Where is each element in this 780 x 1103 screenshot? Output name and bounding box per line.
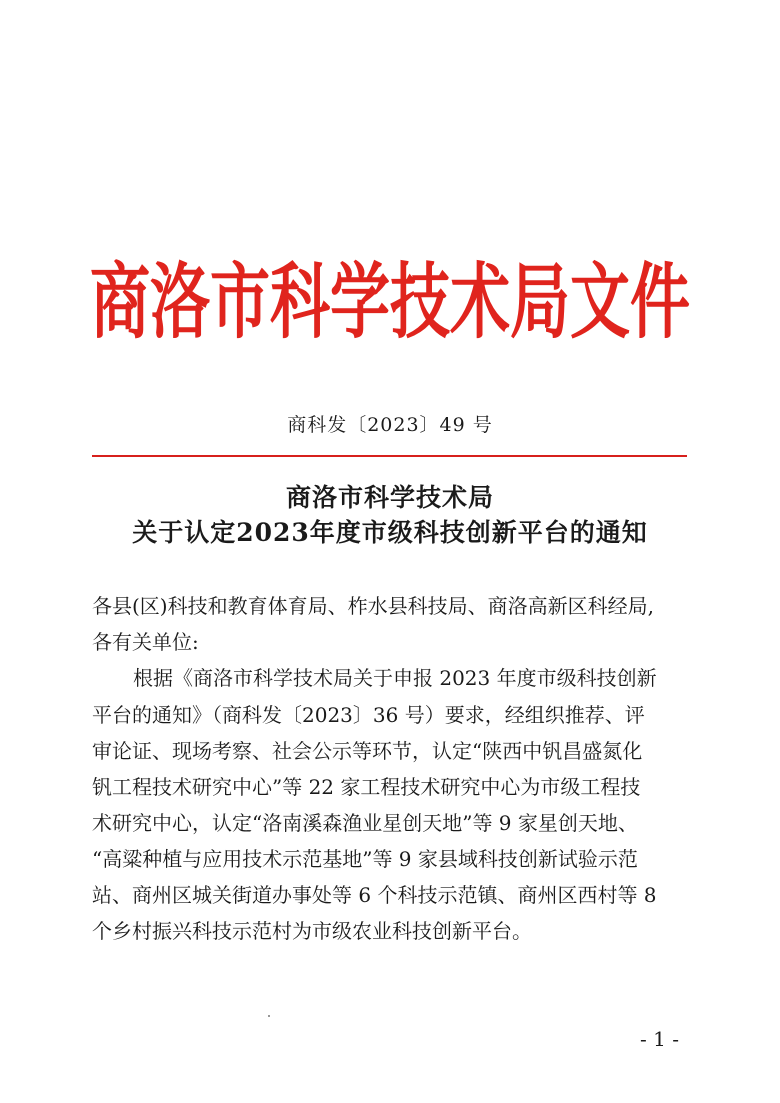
- addressee-line1: 各县(区)科技和教育体育局、柞水县科技局、商洛高新区科经局,: [92, 594, 654, 618]
- body-line: 术研究中心，认定“洛南溪森渔业星创天地”等 9 家星创天地、: [92, 811, 638, 835]
- addressee-line2: 各有关单位:: [92, 630, 199, 654]
- scan-speck: [268, 1015, 270, 1017]
- body-line: 站、商州区城关街道办事处等 6 个科技示范镇、商州区西村等 8: [92, 883, 657, 907]
- document-number: 商科发〔2023〕49 号: [287, 414, 493, 436]
- page-number: - 1 -: [640, 1027, 679, 1051]
- red-divider: [92, 455, 687, 457]
- notice-title-line1: 商洛市科学技术局: [285, 483, 494, 512]
- body-line: 钒工程技术研究中心”等 22 家工程技术研究中心为市级工程技: [92, 775, 641, 799]
- masthead-text: 商洛市科学技术局文件: [90, 254, 690, 346]
- body-line: “高粱种植与应用技术示范基地”等 9 家县域科技创新试验示范: [92, 847, 638, 871]
- body-line: 平台的通知》（商科发〔2023〕36 号）要求，经组织推荐、评: [92, 703, 645, 727]
- body-line: 根据《商洛市科学技术局关于申报 2023 年度市级科技创新: [133, 666, 657, 690]
- masthead: [88, 250, 693, 346]
- masthead-svg: [88, 250, 693, 346]
- notice-title-line2: 关于认定2023年度市级科技创新平台的通知: [132, 518, 648, 547]
- body-line: 个乡村振兴科技示范村为市级农业科技创新平台。: [92, 919, 532, 943]
- body-line: 审论证、现场考察、社会公示等环节，认定“陕西中钒昌盛氮化: [92, 739, 643, 763]
